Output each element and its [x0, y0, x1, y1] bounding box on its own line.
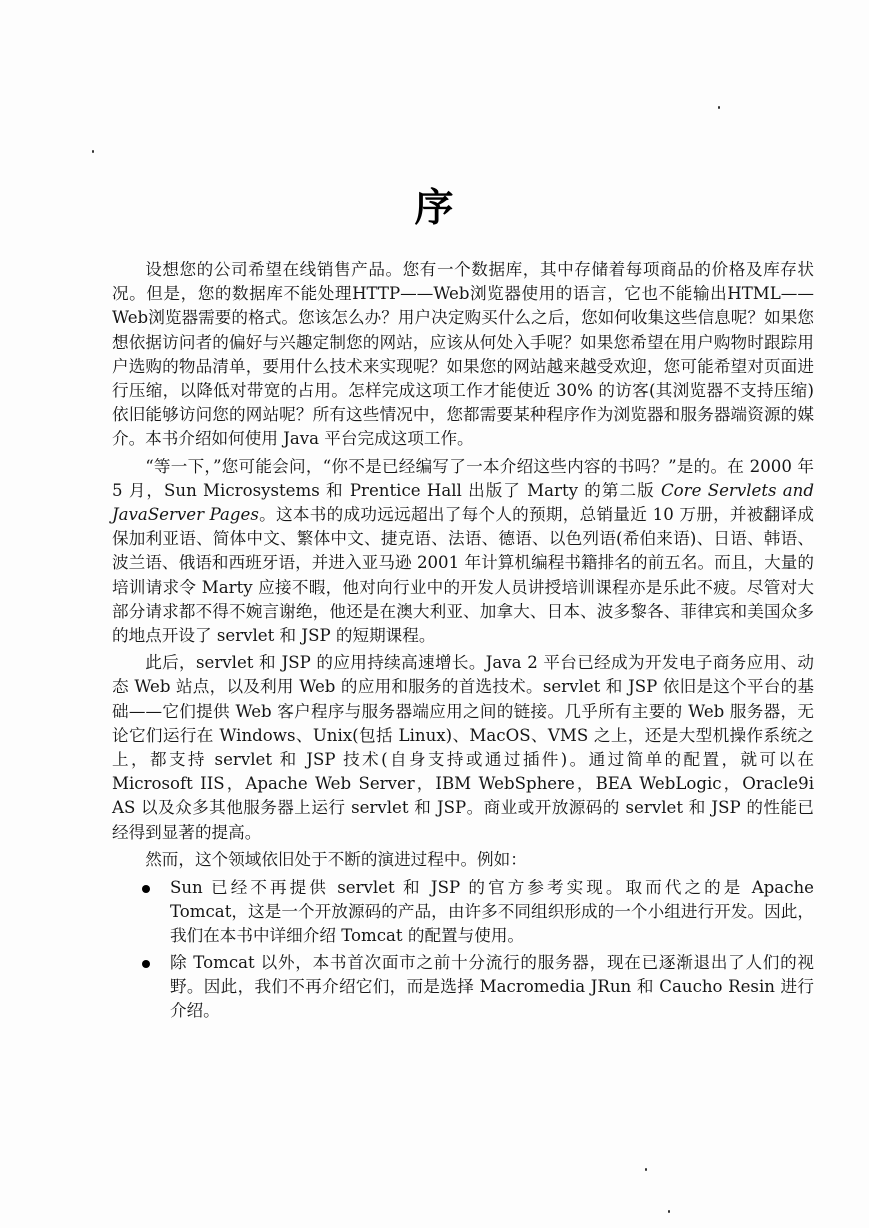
- paragraph-2-text-before: “等一下，”您可能会问，“你不是已经编写了一本介绍这些内容的书吗？”是的。在 2000 年 5 月，Sun Microsystems 和 Prentice Hall 出版了 Marty 的第二版: [112, 456, 814, 500]
- bullet-dot-icon: [142, 885, 150, 893]
- page-title: 序: [414, 186, 455, 231]
- paragraph-2-text-after: 。这本书的成功远远超出了每个人的预期，总销量近 10 万册，并被翻译成保加利亚语、简体中文、繁体中文、捷克语、法语、德语、以色列语(希伯来语)、日语、韩语、波兰语、俄语和西班牙语，并进入亚马逊 2001 年计算机编程书籍排名的前五名。而且，大量的培训请求令 Marty 应接不暇，他对向行业中的开发人员讲授培训课程亦是乐此不疲。尽管对大部分请求都不得不婉言谢绝，他还是在澳大利亚、加拿大、日本、波多黎各、菲律宾和美国众多的地点开设了 servlet 和 JSP 的短期课程。: [112, 505, 814, 646]
- paragraph-3: 此后，servlet 和 JSP 的应用持续高速增长。Java 2 平台已经成为开发电子商务应用、动态 Web 站点，以及利用 Web 的应用和服务的首选技术。servlet 和 JSP 依旧是这个平台的基础——它们提供 Web 客户程序与服务器端应用之间的链接。几乎所有主要的 Web 服务器，无论它们运行在 Windows、Unix(包括 Linux)、MacOS、VMS 之上，还是大型机操作系统之上，都支持 servlet 和 JSP 技术(自身支持或通过插件)。通过简单的配置，就可以在 Microsoft IIS，Apache Web Server，IBM WebSphere，BEA WebLogic，Oracle9i AS 以及众多其他服务器上运行 servlet 和 JSP。商业或开放源码的 servlet 和 JSP 的性能已经得到显著的提高。: [112, 653, 814, 842]
- bullet-list: [112, 876, 814, 1023]
- scan-speck: [92, 150, 94, 153]
- paragraph-1: 设想您的公司希望在线销售产品。您有一个数据库，其中存储着每项商品的价格及库存状况。但是，您的数据库不能处理HTTP——Web浏览器使用的语言，它也不能输出HTML——Web浏览器需要的格式。您该怎么办？用户决定购买什么之后，您如何收集这些信息呢？如果您想依据访问者的偏好与兴趣定制您的网站，应该从何处入手呢？如果您希望在用户购物时跟踪用户选购的物品清单，要用什么技术来实现呢？如果您的网站越来越受欢迎，您可能希望对页面进行压缩，以降低对带宽的占用。怎样完成这项工作才能使近 30% 的访客(其浏览器不支持压缩)依旧能够访问您的网站呢？所有这些情况中，您都需要某种程序作为浏览器和服务器端资源的媒介。本书介绍如何使用 Java 平台完成这项工作。: [112, 260, 814, 449]
- scan-speck: [645, 1168, 647, 1171]
- body-text: [112, 258, 814, 1025]
- paragraph-2: [112, 455, 814, 649]
- scan-speck: [668, 1210, 670, 1213]
- paragraph-4: 然而，这个领域依旧处于不断的演进过程中。例如：: [145, 849, 527, 869]
- bullet-text-1: Sun 已经不再提供 servlet 和 JSP 的官方参考实现。取而代之的是 Apache Tomcat，这是一个开放源码的产品，由许多不同组织形成的一个小组进行开发。因此，我们在本书中详细介绍 Tomcat 的配置与使用。: [170, 878, 814, 946]
- bullet-text-2: 除 Tomcat 以外，本书首次面市之前十分流行的服务器，现在已逐渐退出了人们的视野。因此，我们不再介绍它们，而是选择 Macromedia JRun 和 Caucho Resin 进行介绍。: [170, 952, 814, 1021]
- bullet-dot-icon: [142, 960, 150, 968]
- scan-speck: [718, 106, 720, 109]
- book-title: Core Servlets and JavaServer Pages: [112, 480, 814, 525]
- bullet-item-2: [112, 951, 814, 1024]
- bullet-item-1: [112, 876, 814, 949]
